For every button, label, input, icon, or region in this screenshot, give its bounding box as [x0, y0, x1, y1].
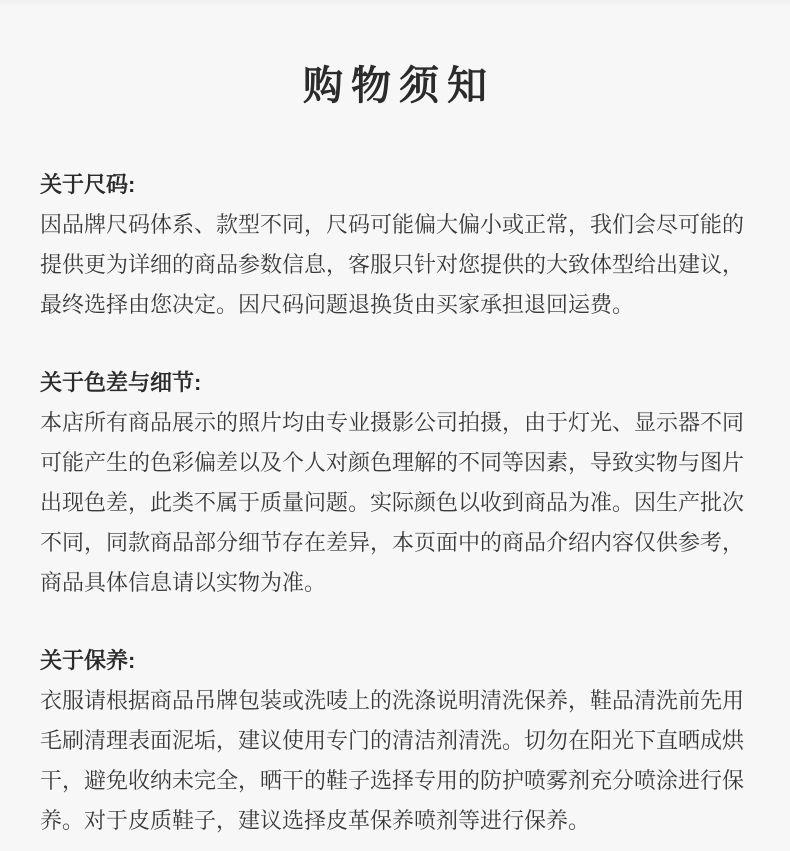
- section-sizing-body: 因品牌尺码体系、款型不同，尺码可能偏大偏小或正常，我们会尽可能的提供更为详细的商品参数信息，客服只针对您提供的大致体型给出建议，最终选择由您决定。因尺码问题退换货由买家承担退回运费。: [40, 212, 745, 317]
- section-care-heading: 关于保养:: [40, 648, 136, 673]
- section-sizing: [40, 165, 750, 325]
- page-title: 购物须知: [303, 64, 495, 108]
- top-edge-shadow: [0, 0, 790, 9]
- section-color-difference: [40, 363, 750, 603]
- section-sizing-heading: 关于尺码:: [40, 172, 136, 197]
- section-care-body: 衣服请根据商品吊牌包装或洗唛上的洗涤说明清洗保养，鞋品清洗前先用毛刷清理表面泥垢，建议使用专门的清洁剂清洗。切勿在阳光下直晒成烘干，避免收纳未完全，晒干的鞋子选择专用的防护喷雾剂充分喷涂进行保养。对于皮质鞋子，建议选择皮革保养喷剂等进行保养。: [40, 688, 745, 833]
- section-care: [40, 641, 750, 841]
- section-color-difference-body: 本店所有商品展示的照片均由专业摄影公司拍摄，由于灯光、显示器不同可能产生的色彩偏差以及个人对颜色理解的不同等因素，导致实物与图片出现色差，此类不属于质量问题。实际颜色以收到商品为准。因生产批次不同，同款商品部分细节存在差异，本页面中的商品介绍内容仅供参考，商品具体信息请以实物为准。: [40, 410, 745, 595]
- section-color-difference-heading: 关于色差与细节:: [40, 370, 202, 395]
